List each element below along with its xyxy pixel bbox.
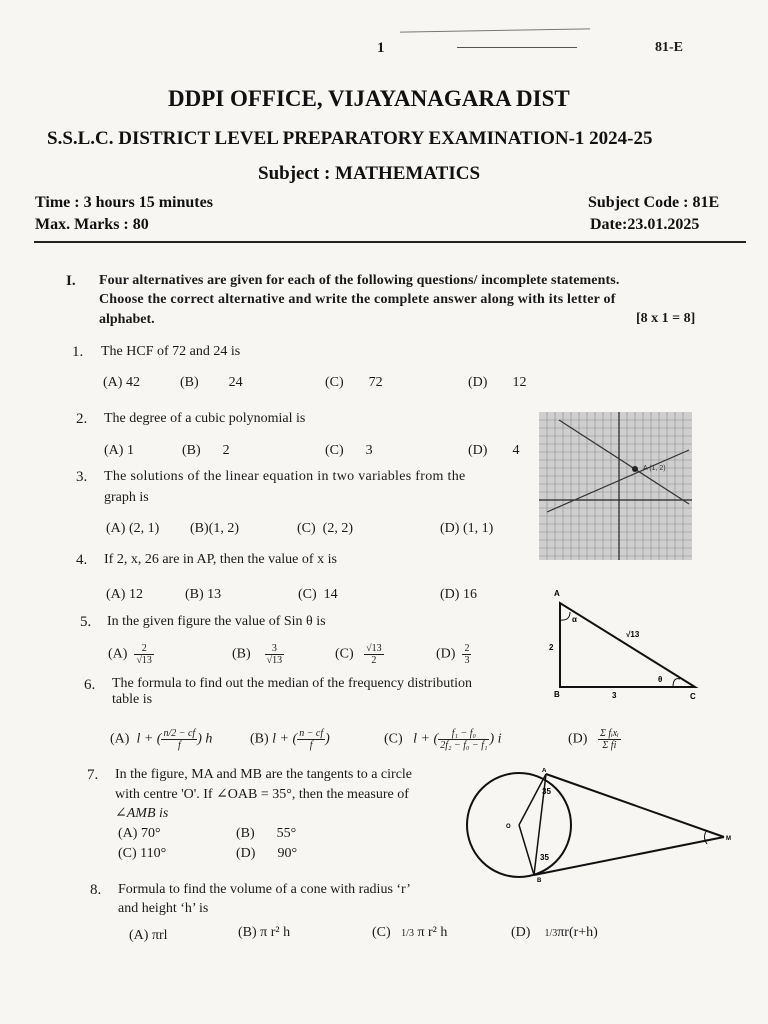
option-c: (C) l + ( $\frac{\text{f₁ − f₀}}{\text{2f₂ − f₀ − f₁}}$ ) i	[384, 728, 502, 751]
office-title: DDPI OFFICE, VIJAYANAGARA DIST	[168, 86, 570, 111]
exam-title: S.S.L.C. DISTRICT LEVEL PREPARATORY EXAMINATION-1 2024-25	[47, 128, 653, 149]
question-number: 2.	[76, 411, 88, 427]
paper-code: 81-E	[655, 40, 683, 55]
max-marks-label: Max. Marks : 80	[35, 216, 149, 233]
linear-equation-graph	[539, 412, 692, 560]
right-triangle-figure	[540, 585, 705, 700]
option-b: (B)(1, 2)	[190, 521, 239, 536]
subject-title: Subject : MATHEMATICS	[258, 163, 481, 184]
question-number: 7.	[87, 767, 99, 783]
option-b: (B) $\frac{3}{√13}$	[232, 643, 283, 666]
question-text-2: graph is	[104, 490, 149, 505]
graph-point-label: A (1, 2)	[643, 465, 666, 472]
header-rule	[34, 241, 746, 243]
circle-tangent-figure	[462, 768, 737, 883]
question-text-3: ∠AMB is	[115, 806, 169, 821]
section-marks: [8 x 1 = 8]	[636, 311, 696, 326]
option-b: (B) 13	[185, 587, 222, 602]
question-number: 3.	[76, 469, 88, 485]
instruction-line-3: alphabet.	[99, 312, 155, 327]
option-b: (B) π r² h	[238, 925, 291, 940]
vertex-c-label: C	[690, 692, 696, 700]
option-d: (D) 16	[440, 587, 477, 602]
option-c: (C) 72	[325, 375, 383, 390]
angle-alpha-label: α	[572, 615, 577, 624]
time-label: Time : 3 hours 15 minutes	[35, 194, 213, 211]
option-a: (A) $\frac{2}{√13}$	[108, 643, 152, 666]
point-a-label: A	[542, 768, 547, 774]
option-d: (D) $\frac{2}{3}$	[436, 643, 470, 666]
scribble-line-top	[400, 28, 590, 32]
question-text-2: and height ‘h’ is	[118, 901, 209, 916]
option-a: (A) l + ( $\frac{n/2 - cf}{f}$ ) h	[110, 728, 213, 751]
option-b: (B) 24	[180, 375, 243, 390]
question-text: Formula to find the volume of a cone with radius ‘r’	[118, 882, 411, 897]
question-text: In the given figure the value of Sin θ is	[107, 614, 326, 629]
point-b-label: B	[537, 878, 542, 883]
option-c: (C) 14	[298, 587, 338, 602]
option-a: (A) 42	[103, 375, 140, 390]
option-a: (A) πrl	[129, 928, 168, 943]
option-d: (D) 4	[468, 443, 520, 458]
angle-35-bottom: 35	[540, 853, 549, 862]
hypotenuse-label: √13	[626, 630, 640, 639]
scribble-line	[457, 47, 577, 48]
option-b: (B) l + ( $\frac{n - cf}{f}$ )	[250, 728, 330, 751]
question-text: In the figure, MA and MB are the tangents to a circle	[115, 767, 413, 782]
option-b: (B) 2	[182, 443, 230, 458]
exam-date: Date:23.01.2025	[590, 216, 700, 233]
page-number: 1	[377, 40, 385, 56]
option-a: (A) 70°	[118, 826, 161, 841]
question-text: The formula to find out the median of the frequency distribution	[112, 676, 473, 691]
option-c: (C) (2, 2)	[297, 521, 353, 536]
section-number: I.	[66, 273, 76, 289]
option-d: (D) 1/3πr(r+h)	[511, 925, 598, 940]
option-a: (A) 1	[104, 443, 134, 458]
option-c: (C) 3	[325, 443, 373, 458]
option-a: (A) (2, 1)	[106, 521, 160, 536]
question-text: The degree of a cubic polynomial is	[104, 411, 306, 426]
fraction-one-third: 1/3	[544, 928, 558, 939]
question-text-2: with centre 'O'. If ∠OAB = 35°, then the measure of	[115, 787, 409, 802]
option-c: (C) 110°	[118, 846, 167, 861]
question-number: 1.	[72, 344, 84, 360]
option-c: (C) 1/3 π r² h	[372, 925, 448, 940]
question-text: The solutions of the linear equation in two variables from the	[104, 469, 466, 484]
question-number: 6.	[84, 677, 96, 693]
subject-code: Subject Code : 81E	[588, 194, 720, 211]
side-ab-label: 2	[549, 643, 554, 652]
option-d: (D) 12	[468, 375, 527, 390]
centre-o-label: O	[506, 824, 511, 830]
question-number: 5.	[80, 614, 92, 630]
fraction-one-third: 1/3	[401, 928, 414, 939]
point-m-label: M	[726, 836, 731, 842]
question-text: The HCF of 72 and 24 is	[101, 344, 241, 359]
vertex-a-label: A	[554, 589, 560, 598]
option-d: (D) (1, 1)	[440, 521, 494, 536]
instruction-line-1: Four alternatives are given for each of the following questions/ incomplete statements.	[99, 273, 620, 288]
angle-theta-label: θ	[658, 675, 663, 684]
question-text-2: table is	[112, 692, 153, 707]
vertex-b-label: B	[554, 690, 560, 699]
angle-35-top: 35	[542, 787, 551, 796]
question-number: 4.	[76, 552, 88, 568]
instruction-line-2: Choose the correct alternative and write the complete answer along with its letter of	[99, 292, 616, 307]
option-a: (A) 12	[106, 587, 143, 602]
option-c: (C) $\frac{√13}{2}$	[335, 643, 382, 666]
question-text: If 2, x, 26 are in AP, then the value of x is	[104, 552, 337, 567]
side-bc-label: 3	[612, 691, 617, 700]
option-b: (B) 55°	[236, 826, 297, 841]
question-number: 8.	[90, 882, 102, 898]
option-d: (D) $\frac{\text{Σ fᵢxᵢ}}{\text{Σ fi}}$	[568, 728, 619, 751]
option-d: (D) 90°	[236, 846, 298, 861]
